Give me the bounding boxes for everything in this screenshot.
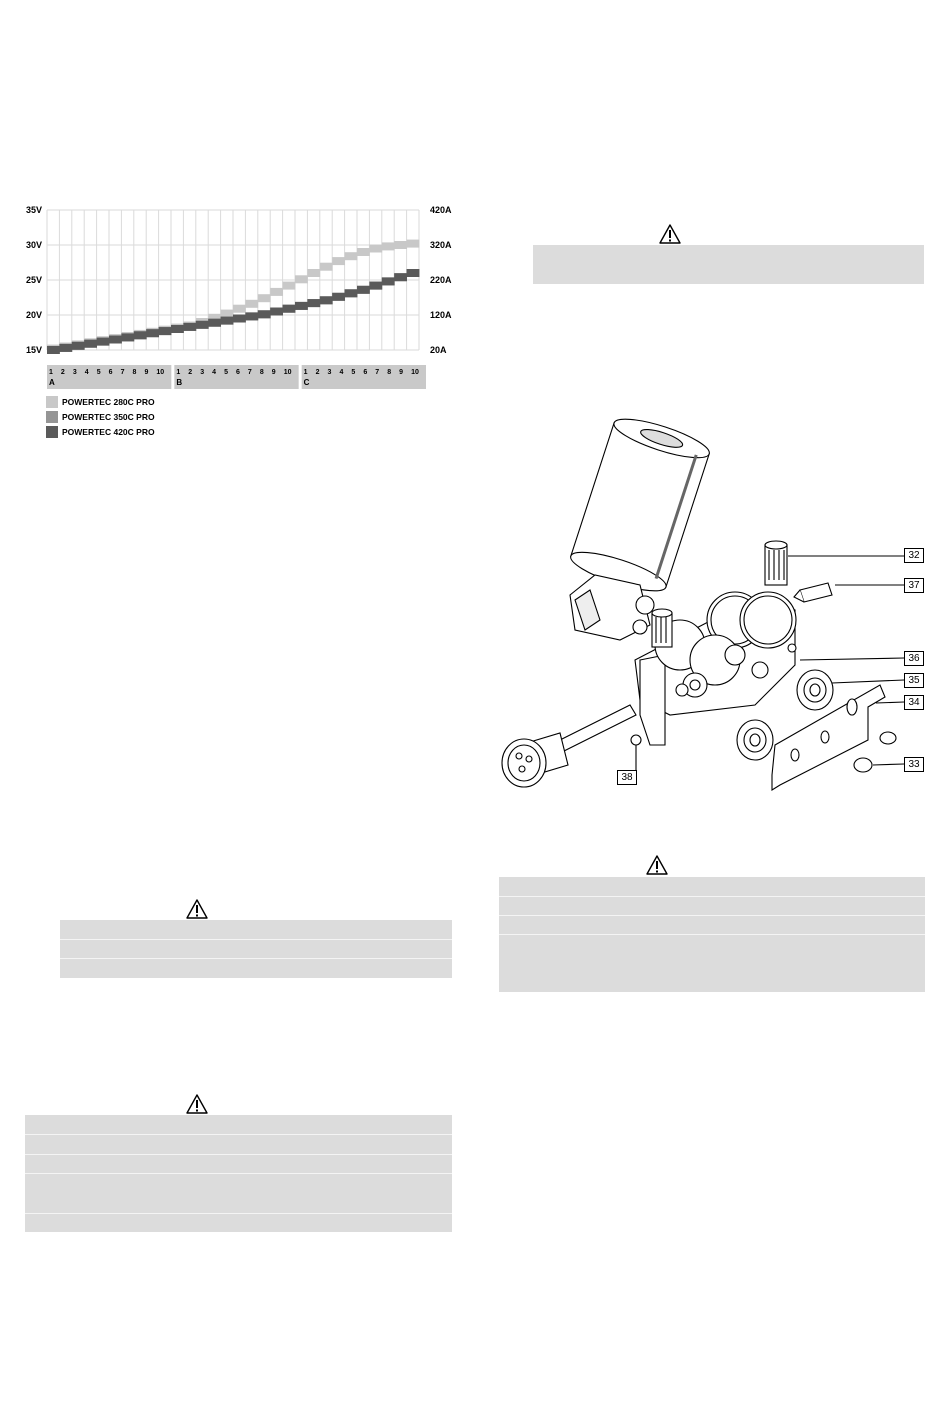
position-tick: 1 xyxy=(176,369,181,376)
callout-34: 34 xyxy=(904,695,924,710)
series-block-3 xyxy=(407,269,420,277)
callout-37: 37 xyxy=(904,578,924,593)
group-label: A xyxy=(49,378,55,387)
position-tick: 5 xyxy=(96,369,101,376)
position-tick: 7 xyxy=(120,369,125,376)
series-block-3 xyxy=(369,282,382,290)
group-label: C xyxy=(303,378,310,387)
legend-swatch xyxy=(46,396,58,408)
series-block-3 xyxy=(47,346,60,354)
series-block-1 xyxy=(245,300,258,308)
series-block-3 xyxy=(382,277,395,285)
series-block-1 xyxy=(307,269,320,277)
position-tick: 10 xyxy=(156,369,165,376)
series-block-3 xyxy=(245,312,258,320)
y-tick-right: 120A xyxy=(430,310,452,320)
series-block-3 xyxy=(258,310,271,318)
y-tick-left: 20V xyxy=(26,310,43,320)
position-tick: 4 xyxy=(339,369,344,376)
legend-swatch xyxy=(46,411,58,423)
series-block-1 xyxy=(258,294,271,302)
legend-swatch xyxy=(46,426,58,438)
wire-feeder-diagram xyxy=(490,415,930,805)
callout-35: 35 xyxy=(904,673,924,688)
series-block-3 xyxy=(183,323,196,331)
y-tick-right: 320A xyxy=(430,240,452,250)
series-block-1 xyxy=(357,248,370,256)
y-tick-right: 220A xyxy=(430,275,452,285)
position-tick: 3 xyxy=(327,369,332,376)
position-tick: 6 xyxy=(108,369,113,376)
series-block-3 xyxy=(208,319,221,327)
series-block-1 xyxy=(394,241,407,249)
inlet-guide xyxy=(502,705,636,787)
series-block-3 xyxy=(283,305,296,313)
series-block-3 xyxy=(196,321,209,329)
series-block-3 xyxy=(394,273,407,281)
legend-label: POWERTEC 350C PRO xyxy=(62,412,155,422)
series-block-3 xyxy=(171,325,184,333)
series-block-1 xyxy=(221,310,234,318)
group-label: B xyxy=(176,378,183,387)
position-tick: 6 xyxy=(363,369,368,376)
callout-36: 36 xyxy=(904,651,924,666)
series-block-3 xyxy=(97,338,110,346)
series-block-3 xyxy=(221,317,234,325)
position-tick: 2 xyxy=(188,369,193,376)
callout-38: 38 xyxy=(617,770,637,785)
position-tick: 1 xyxy=(303,369,308,376)
position-tick: 7 xyxy=(247,369,252,376)
series-block-1 xyxy=(295,275,308,283)
warning-icon xyxy=(186,899,208,919)
callout-33: 33 xyxy=(904,757,924,772)
series-block-1 xyxy=(382,242,395,250)
position-tick: 3 xyxy=(72,369,77,376)
position-tick: 5 xyxy=(351,369,356,376)
series-block-3 xyxy=(146,329,159,337)
warning-panel-4 xyxy=(499,877,925,992)
series-block-3 xyxy=(84,340,97,348)
series-block-3 xyxy=(345,289,358,297)
position-tick: 4 xyxy=(84,369,89,376)
series-block-3 xyxy=(134,331,147,339)
y-tick-left: 35V xyxy=(26,205,43,215)
warning-icon xyxy=(659,224,681,244)
series-block-3 xyxy=(320,296,333,304)
position-tick: 10 xyxy=(411,369,419,376)
callout-32: 32 xyxy=(904,548,924,563)
series-block-3 xyxy=(159,327,172,335)
legend-label: POWERTEC 280C PRO xyxy=(62,397,155,407)
position-tick: 8 xyxy=(387,369,392,376)
series-block-3 xyxy=(121,333,134,341)
position-tick: 9 xyxy=(144,369,149,376)
position-tick: 3 xyxy=(200,369,205,376)
position-tick: 10 xyxy=(283,369,292,376)
wire-feeder-drawing xyxy=(490,415,930,805)
warning-panel-1 xyxy=(533,245,924,284)
series-block-1 xyxy=(345,252,358,260)
series-block-3 xyxy=(270,308,283,316)
position-tick: 8 xyxy=(132,369,137,376)
series-block-3 xyxy=(295,302,308,310)
series-block-1 xyxy=(233,305,246,313)
chart-canvas xyxy=(24,198,452,443)
series-block-3 xyxy=(332,293,345,301)
legend-label: POWERTEC 420C PRO xyxy=(62,427,155,437)
warning-icon xyxy=(186,1094,208,1114)
series-block-1 xyxy=(407,240,420,248)
series-block-1 xyxy=(283,282,296,290)
series-block-3 xyxy=(233,315,246,323)
y-tick-left: 15V xyxy=(26,345,43,355)
series-block-1 xyxy=(369,245,382,253)
y-tick-right: 20A xyxy=(430,345,447,355)
series-block-3 xyxy=(307,299,320,307)
position-tick: 8 xyxy=(259,369,264,376)
position-tick: 4 xyxy=(212,369,217,376)
position-tick: 2 xyxy=(315,369,320,376)
position-tick: 5 xyxy=(224,369,228,376)
position-tick: 7 xyxy=(375,369,380,376)
motor-body xyxy=(567,412,713,599)
series-block-1 xyxy=(320,263,333,271)
y-tick-left: 25V xyxy=(26,275,43,285)
series-block-3 xyxy=(72,342,85,350)
position-tick: 1 xyxy=(49,369,53,376)
position-tick: 6 xyxy=(236,369,240,376)
warning-panel-3 xyxy=(25,1115,452,1232)
series-block-3 xyxy=(109,336,122,344)
voltage-current-chart xyxy=(24,198,452,443)
series-block-1 xyxy=(332,257,345,265)
series-block-3 xyxy=(357,286,370,294)
position-tick: 2 xyxy=(60,369,65,376)
warning-icon xyxy=(646,855,668,875)
position-tick: 9 xyxy=(271,369,276,376)
warning-panel-2 xyxy=(60,920,452,978)
series-block-1 xyxy=(270,288,283,296)
y-tick-right: 420A xyxy=(430,205,452,215)
position-tick: 9 xyxy=(399,369,404,376)
y-tick-left: 30V xyxy=(26,240,43,250)
series-block-3 xyxy=(59,344,72,352)
